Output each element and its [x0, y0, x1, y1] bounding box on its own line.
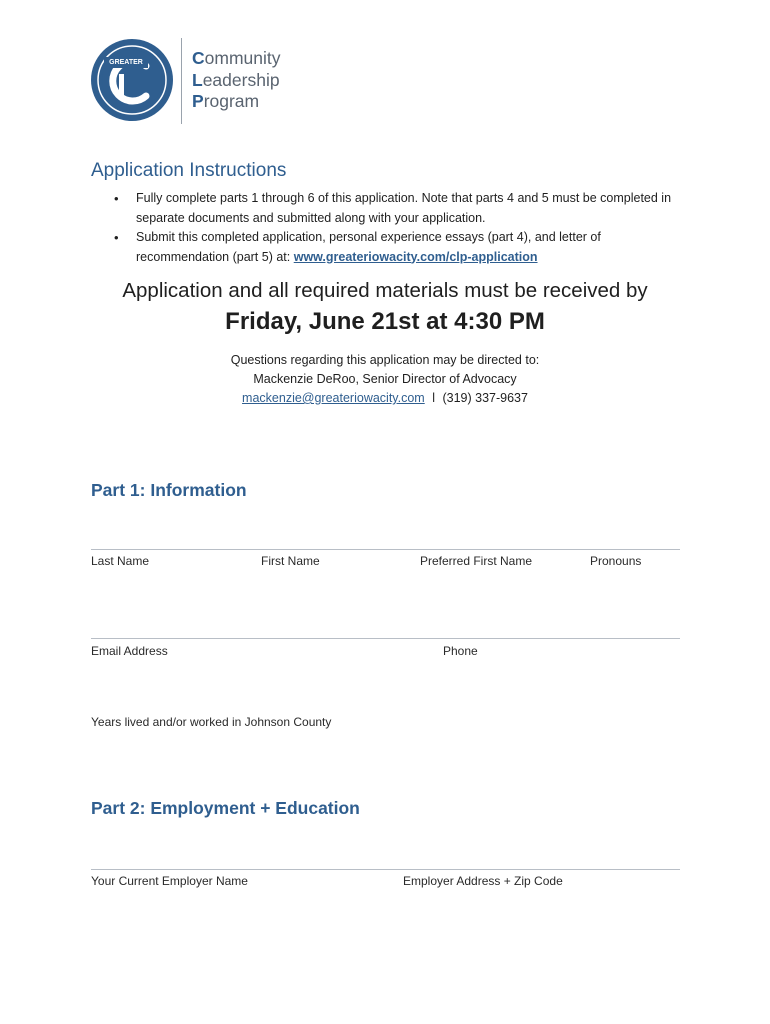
instructions-title: Application Instructions — [91, 160, 287, 181]
logo-badge — [104, 57, 148, 68]
contact-phone: (319) 337-9637 — [442, 391, 528, 405]
deadline-intro: Application and all required materials must be received by — [122, 279, 648, 302]
employer-address-label: Employer Address + Zip Code — [403, 874, 563, 888]
logo-badge-text: GREATER — [109, 59, 143, 66]
logo-divider — [181, 38, 182, 124]
preferred-first-name-label: Preferred First Name — [420, 554, 533, 568]
email-address-label: Email Address — [91, 644, 168, 658]
logo-wordmark — [192, 48, 281, 113]
part1-title: Part 1: Information — [91, 480, 247, 500]
part2-row1-rule — [91, 869, 680, 870]
contact-line — [0, 389, 770, 408]
last-name-label: Last Name — [91, 554, 150, 568]
greater-ic-logo-icon — [90, 38, 174, 122]
phone-label: Phone — [443, 644, 478, 658]
instructions-list — [112, 189, 672, 267]
application-link[interactable]: www.greateriowacity.com/clp-application — [293, 249, 538, 264]
instruction-item: • Fully complete parts 1 through 6 of this application. Note that parts 4 and 5 must be completed in separate documents and submitted along with your application. — [112, 189, 672, 228]
years-johnson-county-label: Years lived and/or worked in Johnson County — [91, 715, 332, 729]
part2-title: Part 2: Employment + Education — [91, 798, 360, 818]
instruction-item: • Submit this completed application, personal experience essays (part 4), and letter of recommendation (part 5) at: www.greateriowacity.com/clp-application — [112, 228, 672, 267]
contact-info — [0, 351, 770, 408]
contact-intro: Questions regarding this application may be directed to: — [230, 353, 540, 367]
contact-separator: l — [432, 391, 435, 405]
part1-row2-rule — [91, 638, 680, 639]
contact-email-link[interactable]: mackenzie@greateriowacity.com — [242, 391, 425, 405]
first-name-label: First Name — [261, 554, 320, 568]
deadline-date: Friday, June 21st at 4:30 PM — [225, 308, 545, 335]
contact-person: Mackenzie DeRoo, Senior Director of Advocacy — [253, 372, 517, 386]
pronouns-label: Pronouns — [590, 554, 642, 568]
part1-row1-rule — [91, 549, 680, 550]
logo-line-leadership: Leadership — [192, 69, 280, 90]
logo-line-community: Community — [192, 48, 281, 68]
employer-name-label: Your Current Employer Name — [91, 874, 248, 888]
logo-line-program: Program — [192, 91, 260, 111]
program-logo — [90, 38, 290, 124]
